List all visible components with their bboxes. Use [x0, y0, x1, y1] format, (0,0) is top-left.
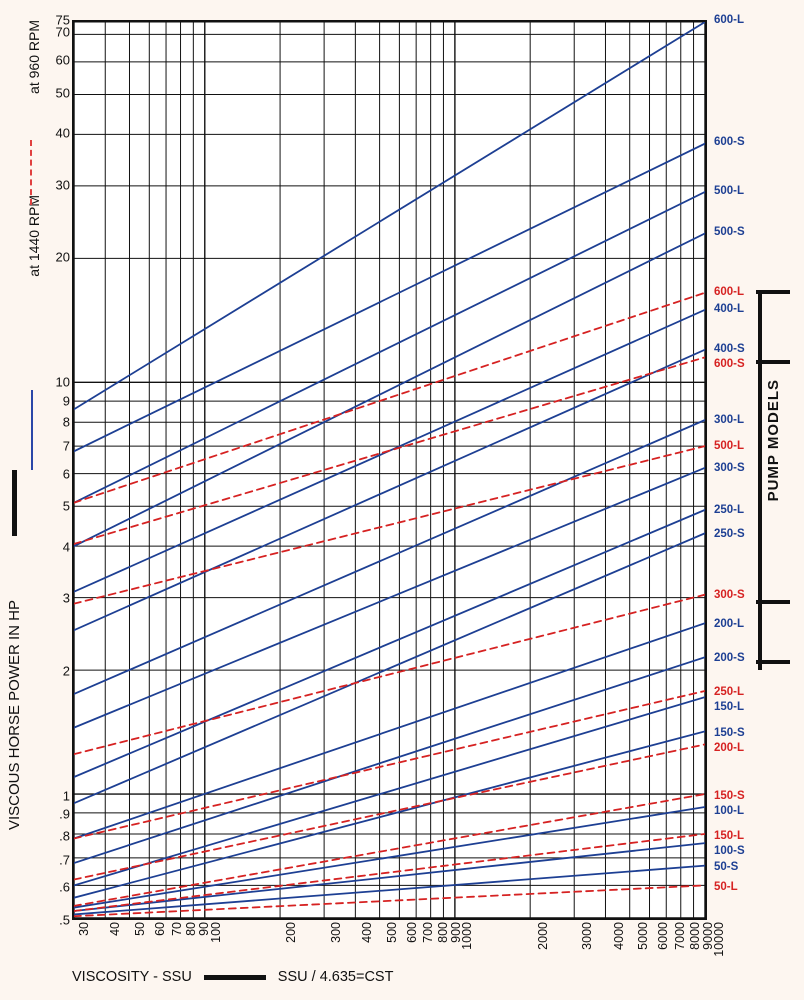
x-tick-label: 70: [169, 922, 184, 936]
y-tick-label: .6: [59, 879, 70, 895]
speed-label-960: at 960 RPM: [26, 20, 42, 94]
y-tick-label: 6: [62, 466, 70, 482]
legend-mini-bar: [756, 600, 790, 604]
x-tick-label: 50: [132, 922, 147, 936]
y-tick-label: 40: [55, 125, 70, 141]
series-label: 500-L: [714, 440, 745, 452]
y-tick-label: 8: [62, 414, 70, 430]
series-label: 150-S: [714, 789, 745, 802]
x-tick-label: 4000: [611, 922, 626, 950]
series-label: 100-L: [714, 804, 745, 817]
series-label: 200-L: [714, 617, 745, 630]
series-label: 400-S: [714, 343, 745, 356]
y-tick-label: 4: [62, 539, 70, 554]
x-tick-label: 10000: [712, 922, 726, 957]
x-tick-label: 90: [197, 922, 212, 936]
x-tick-label: 200: [284, 922, 299, 943]
y-tick-label: 30: [55, 177, 70, 193]
x-tick-label: 5000: [636, 922, 651, 950]
x-tick-label: 9000: [700, 922, 715, 950]
legend-mini-bar: [756, 360, 790, 364]
x-axis-note: SSU / 4.635=CST: [277, 969, 394, 985]
y-tick-label: 7: [62, 438, 70, 454]
series-label: 150-L: [714, 700, 745, 713]
series-label: 150-L: [714, 829, 745, 842]
x-tick-label: 100: [208, 922, 223, 943]
x-tick-label: 300: [328, 922, 343, 943]
x-tick-label: 700: [421, 922, 436, 943]
series-label: 150-S: [714, 726, 745, 739]
y-tick-label: 75: [55, 12, 70, 28]
series-label: 250-L: [714, 685, 745, 698]
x-tick-label: 800: [435, 922, 450, 943]
series-labels: [710, 14, 804, 920]
x-tick-label: 1000: [460, 922, 475, 950]
y-axis-title: VISCOUS HORSE POWER IN HP: [6, 600, 23, 831]
x-tick-label: 30: [77, 922, 91, 936]
x-tick-label: 600: [404, 922, 419, 943]
series-label: 50-L: [714, 881, 738, 894]
y-tick-label: 20: [55, 249, 70, 265]
series-label: 400-L: [714, 303, 745, 316]
y-tick-label: 5: [62, 498, 70, 514]
series-label: 500-S: [714, 226, 745, 239]
y-tick-label: .9: [59, 806, 70, 822]
x-tick-label: 2000: [536, 922, 551, 950]
series-label: 200-S: [714, 652, 745, 664]
y-tick-label: 60: [55, 52, 70, 68]
y-tick-label: 50: [55, 85, 70, 101]
y-tick-label: .7: [59, 852, 70, 868]
y-tick-label: .5: [59, 912, 70, 928]
x-tick-label: 500: [384, 922, 399, 943]
legend-mini-bar: [756, 290, 790, 294]
y-tick-label: 9: [62, 393, 70, 409]
pump-models-legend: [762, 290, 784, 590]
x-tick-label: 900: [448, 922, 463, 943]
y-tick-label: 3: [62, 590, 70, 606]
series-label: 250-L: [714, 504, 745, 516]
x-tick-label: 8000: [687, 922, 702, 950]
y-tick-label: 10: [55, 374, 70, 390]
x-tick-label: 400: [360, 922, 375, 943]
y-tick-label: 2: [62, 663, 70, 679]
series-label: 600-S: [714, 358, 745, 371]
series-label: 300-S: [714, 461, 745, 474]
series-label: 300-L: [714, 413, 745, 426]
x-tick-label: 40: [108, 922, 123, 936]
data-lines: [74, 22, 705, 918]
speed-label-1440: at 1440 RPM: [26, 195, 42, 277]
x-tick-label: 6000: [656, 922, 671, 950]
series-label: 200-L: [714, 741, 745, 754]
legend-thick-bar: [12, 470, 17, 536]
series-label: 250-S: [714, 527, 745, 540]
series-label: 100-S: [714, 844, 745, 857]
series-label: 600-S: [714, 136, 745, 149]
y-tick-label: 1: [62, 788, 70, 803]
x-tick-label: 80: [184, 922, 199, 936]
series-label: 50-S: [714, 861, 739, 874]
x-tick-label: 60: [152, 922, 167, 936]
pump-models-title: PUMP MODELS: [764, 378, 782, 502]
y-tick-label: 70: [55, 24, 70, 40]
y-axis-labels: [20, 12, 70, 928]
series-label: 500-L: [714, 184, 745, 197]
x-tick-label: 3000: [580, 922, 595, 950]
y-tick-label: .8: [59, 828, 70, 844]
series-label: 600-L: [714, 14, 745, 26]
plot-area: [72, 20, 707, 920]
x-axis-caption: [72, 962, 772, 992]
caption-bar: [204, 975, 266, 980]
series-label: 300-S: [714, 589, 745, 602]
x-axis-title: VISCOSITY - SSU: [72, 969, 192, 985]
legend-mini-bar: [756, 660, 790, 664]
series-label: 600-L: [714, 286, 745, 298]
x-tick-label: 7000: [673, 922, 687, 950]
